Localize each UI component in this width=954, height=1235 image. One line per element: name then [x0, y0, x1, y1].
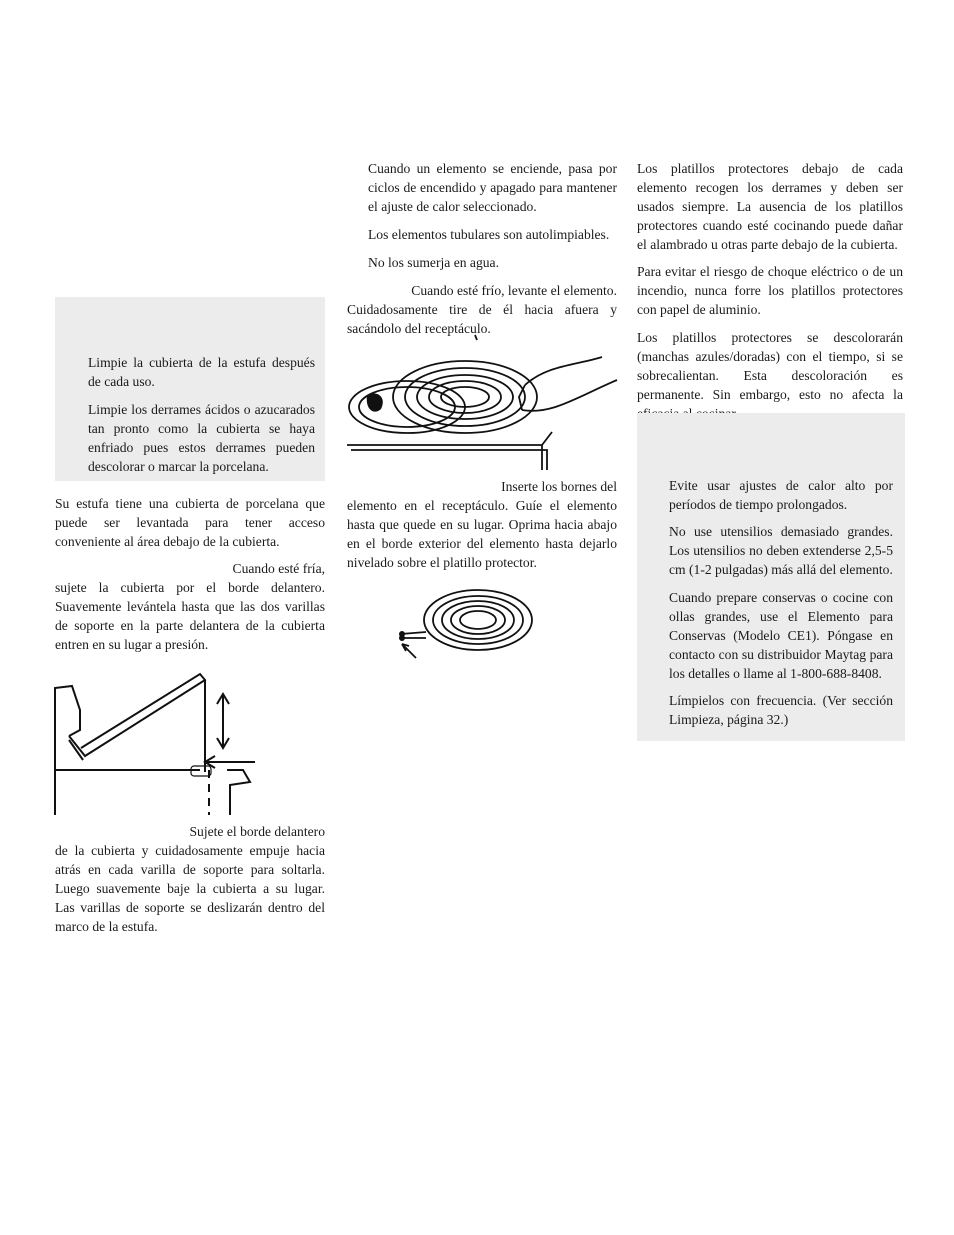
element-tip-1: Evite usar ajustes de calor alto por períodos de tiempo prolongados. [669, 478, 893, 512]
drip-bowls-text: Los platillos protectores debajo de cada elemento recogen los derrames y deben ser usados siempre. La ausencia de los platillos protectores cuando esté cocinando puede dañar el alambrado u otras parte debajo de la cubierta. [637, 161, 903, 252]
coil-element-illustration [396, 588, 536, 663]
insert-element-instructions: Inserte los bornes del elemento en el receptáculo. Guíe el elemento hasta que quede en su lugar. Oprima hacia abajo en el borde exterior del elemento hasta dejarlo nivelado sobre el platillo protector. [347, 479, 617, 570]
element-cycling-text: Cuando un elemento se enciende, pasa por ciclos de encendido y apagado para mantener el ajuste de calor seleccionado. [368, 161, 617, 214]
remove-element-illustration [347, 335, 617, 470]
element-tip-4: Límpielos con frecuencia. (Ver sección Limpieza, página 32.) [669, 693, 893, 727]
element-tip-3: Cuando prepare conservas o cocine con ollas grandes, use el Elemento para Conservas (Modelo CE1). Póngase en contacto con su distribuidor Maytag para los detalles o llame al 1-800-688-8408. [669, 590, 893, 681]
cooktop-tip-2: Limpie los derrames ácidos o azucarados tan pronto como la cubierta se haya enfriado pues estos derrames pueden descolorar o marcar la porcelana. [88, 402, 315, 474]
lift-cooktop-illustration [55, 670, 275, 815]
lift-cooktop-intro: Su estufa tiene una cubierta de porcelana que puede ser levantada para tener acceso conveniente al área debajo de la cubierta. [55, 496, 325, 549]
lift-cooktop-instructions: Cuando esté fría, sujete la cubierta por el borde delantero. Suavemente levántela hasta que las dos varillas de soporte en la parte delantera de la cubierta entren en su lugar a presión. [55, 561, 325, 652]
self-cleaning-text: Los elementos tubulares son autolimpiables. [368, 227, 610, 242]
no-submerge-text: No los sumerja en agua. [368, 255, 499, 270]
element-tip-2: No use utensilios demasiado grandes. Los utensilios no deben extenderse 2,5-5 cm (1-2 pulgadas) más allá del elemento. [669, 524, 893, 577]
remove-element-instructions: Cuando esté frío, levante el elemento. Cuidadosamente tire de él hacia afuera y sacándolo del receptáculo. [347, 283, 617, 336]
discoloration-text: Los platillos protectores se descolorarán (manchas azules/doradas) con el tiempo, si se sobrecalientan. Esta descoloración es permanente. Sin embargo, esto no afecta la [637, 330, 903, 402]
foil-warning-text: Para evitar el riesgo de choque eléctrico o de un incendio, nunca forre los platillos protectores con papel de aluminio. [637, 264, 903, 317]
cooktop-tip-1: Limpie la cubierta de la estufa después de cada uso. [88, 355, 315, 389]
lower-cooktop-instructions: Sujete el borde delantero de la cubierta y cuidadosamente empuje hacia atrás en cada varilla de soporte para soltarla. Luego suavemente baje la cubierta a su lugar. Las varillas de soporte se deslizarán dentro del marco de la estufa. [55, 824, 325, 934]
